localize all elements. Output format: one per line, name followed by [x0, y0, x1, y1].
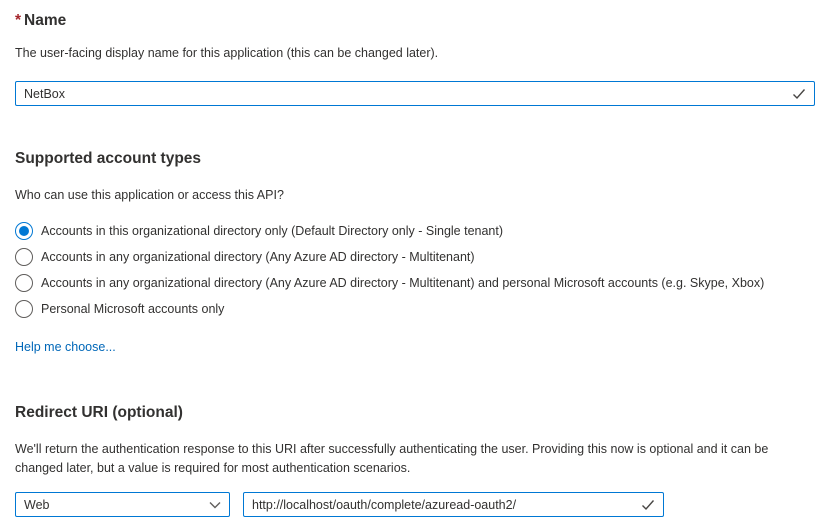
name-section: [15, 10, 815, 106]
supported-account-types-title: Supported account types: [15, 150, 202, 167]
help-link-wrapper: [15, 338, 815, 356]
check-icon: [641, 499, 655, 511]
radio-label: Accounts in any organizational directory (Any Azure AD directory - Multitenant) and personal Microsoft accounts (e.g. Skype, Xbox): [41, 276, 765, 290]
chevron-down-icon: [209, 501, 221, 509]
account-type-option-single-tenant[interactable]: [15, 218, 815, 244]
radio-button[interactable]: [15, 222, 33, 240]
radio-label: Accounts in this organizational directory only (Default Directory only - Single tenant): [41, 224, 504, 238]
redirect-uri-description: We'll return the authentication response to this URI after successfully authenticating the user. Providing this now is optional and it can be changed later, but a value is required for most authentication scenarios.: [15, 442, 769, 475]
radio-button[interactable]: [15, 248, 33, 266]
name-input-wrapper: [15, 81, 815, 106]
account-types-question: Who can use this application or access this API?: [15, 188, 284, 202]
radio-label: Accounts in any organizational directory (Any Azure AD directory - Multitenant): [41, 250, 475, 264]
name-description: The user-facing display name for this application (this can be changed later).: [15, 46, 439, 60]
platform-select[interactable]: [15, 492, 230, 517]
check-icon: [792, 88, 806, 100]
account-type-option-multitenant[interactable]: [15, 244, 815, 270]
help-me-choose-link[interactable]: Help me choose...: [15, 340, 116, 354]
name-input[interactable]: [16, 82, 792, 105]
radio-button[interactable]: [15, 300, 33, 318]
required-asterisk: *: [15, 12, 22, 29]
redirect-uri-section: [15, 402, 815, 517]
redirect-uri-input-wrapper: [243, 492, 664, 517]
redirect-uri-title: Redirect URI (optional): [15, 404, 183, 421]
redirect-uri-input[interactable]: [244, 493, 641, 516]
redirect-uri-row: [15, 492, 815, 517]
radio-label: Personal Microsoft accounts only: [41, 302, 225, 316]
app-registration-form: [15, 10, 815, 517]
platform-select-value: Web: [24, 497, 50, 512]
radio-button[interactable]: [15, 274, 33, 292]
account-type-option-multitenant-personal[interactable]: [15, 270, 815, 296]
account-types-radio-group: [15, 218, 815, 322]
account-type-option-personal-only[interactable]: [15, 296, 815, 322]
name-section-title: [15, 10, 815, 32]
supported-account-types-section: [15, 148, 815, 356]
name-section-title-text: Name: [24, 12, 67, 29]
